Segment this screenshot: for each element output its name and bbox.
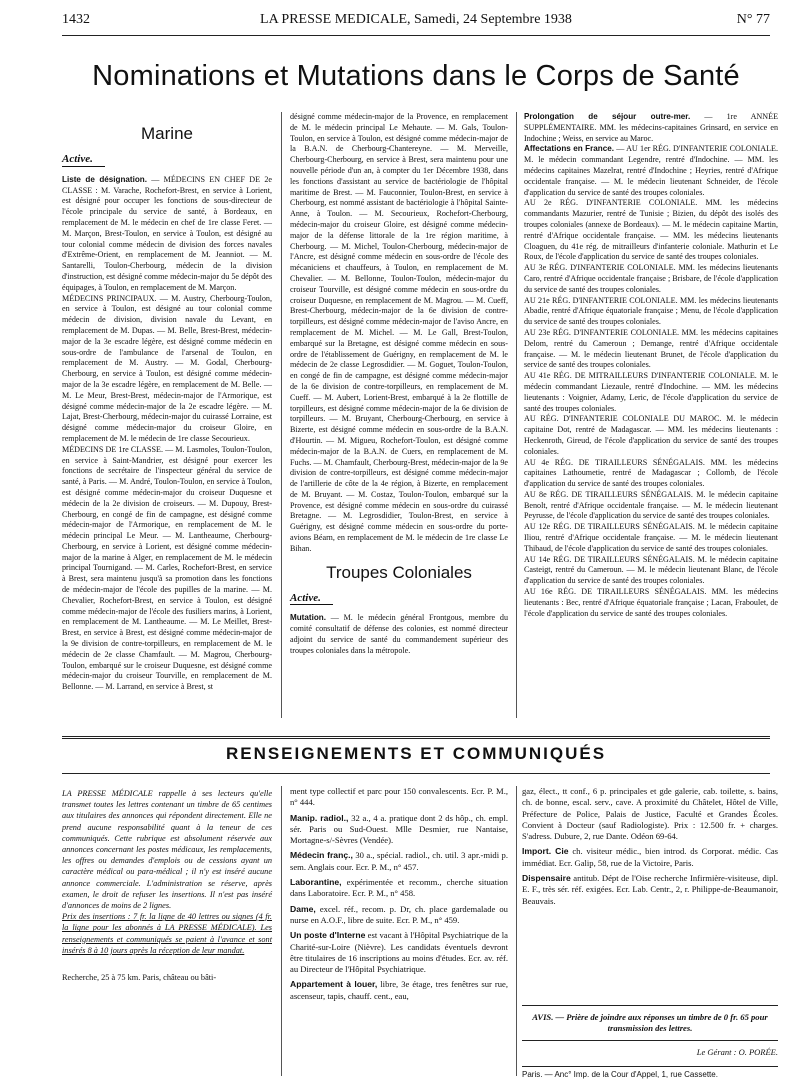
entry-text: AU 21e RÉG. D'INFANTERIE COLONIALE. MM. les médecins lieutenants Abadie, rentré d'Afrique équatoriale française ; Menu, de l'école d'application du service de santé des troupes coloniales. [524,295,778,327]
entry-text: AU 4e RÉG. DE TIRAILLEURS SÉNÉGALAIS. MM. les médecins capitaines Lathoumetie, rentré de Madagascar ; Collomb, de l'école d'application du service de santé des troupes coloniales. [524,457,778,489]
avis-notice: AVIS. — Prière de joindre aux réponses un timbre de 0 fr. 65 pour transmission des lettres. [522,1005,778,1041]
entry-text: AU 16e RÉG. DE TIRAILLEURS SÉNÉGALAIS. MM. les médecins lieutenants : Bec, rentré d'Afrique équatoriale française ; Lacan, Fraboulet, de l'école d'application du service de santé des troupes coloniales. [524,587,778,618]
entry-lead: Affectations en France. [524,144,614,154]
entry-text: AU 14e RÉG. DE TIRAILLEURS SÉNÉGALAIS. M. le médecin capitaine Casteigt, rentré du Cameroun. — M. le médecin lieutenant Blanc, de l'école d'application du service de santé des troupes coloniales. [524,554,778,586]
entry-lead: Médecin franç., [290,850,353,861]
entry-text: AU 41e RÉG. DE MITRAILLEURS D'INFANTERIE COLONIALE. M. le médecin commandant Liezaule, rentré d'Indochine. — MM. les médecins lieutenants : Voignier, Adamy, Leric, de l'école d'application du service de santé des troupes coloniales. [524,371,778,413]
entry-text: est vacant à l'Hôpital Psychiatrique de la Charité-sur-Loire (Nièvre). Les candidats éventuels devront être titulaires de 16 inscriptions au moins d'études. Ecr. av. réf. au Directeur de l'Hôpital Psychiatrique. [290,930,508,975]
entry-text: MÉDECINS PRINCIPAUX. — M. Austry, Cherbourg-Toulon, en service à Toulon, est désigné au tour colonial comme médecin de division, division navale du Levant, en remplacement de M. Dupas. — M. Belle, Brest-Brest, médecin-major de la 3e escadre légère, est désigné comme médecin en sous-ordre de l'ambulance de l'arsenal de Toulon, en remplacement de M. Austry. — M. Godal, Cherbourg-Cherbourg, en service à Toulon, est désigné comme médecin-major de la 3e escadre légère, en remplacement de M. Belle. — M. Le Meur, Brest-Brest, médecin-major de l'Armorique, est désigné comme médecin-major de la 2e escadre légère. — M. Lajat, Brest-Cherbourg, médecin-major du cuirassé Lorraine, est désigné comme médecin-major du croiseur Gloire, en remplacement de M. le médecin de 1re classe Secourieux. [62,293,272,443]
text-entry [524,296,778,328]
text-entry [290,877,508,900]
header-rule [62,35,770,36]
entry-text: antitub. Dépt de l'Oise recherche Infirmière-visiteuse, dipl. E. F., très sér. réf. exigées. Ecr. Lab. Centr., 2, r. Philippe-de-Beaumanoir, Beauvais. [522,873,778,906]
entry-lead: Dame, [290,903,316,914]
text-entry [522,873,778,907]
text-entry [524,371,778,414]
section-title-troupes: Troupes Coloniales [326,562,472,582]
text-entry [524,198,778,263]
text-entry [524,144,778,198]
text-entry [522,846,778,869]
active-label: Active. [62,154,105,167]
page-title: Nominations et Mutations dans le Corps de Santé [92,60,740,92]
troupes-entry [290,613,508,656]
notice-paragraph: LA PRESSE MÉDICALE rappelle à ses lecteurs qu'elle transmet toutes les lettres contenant un timbre de 65 centimes aux titulaires des annonces qui répondent directement. Elle ne prend aucune responsabilité quant à la teneur de ces communiqués. Cette rubrique est absolument réservée aux annonces concernant les postes médicaux, les remplacements, les offres ou demandes d'emplois ou de cessions ayant un caractère médical ou para-médical ; il n'y est inséré aucune annonce commerciale. L'administration se réserve, après examen, le droit de refuser les insertions. Il n'est pas inséré d'annonces de moins de 2 lignes. [62,789,272,911]
column-divider [516,112,517,718]
journal-line: LA PRESSE MEDICALE, Samedi, 24 Septembre 1938 [260,12,572,27]
ad-recherche: Recherche, 25 à 75 km. Paris, château ou bâti- [62,973,217,983]
troupes-column-3 [524,112,778,619]
entry-lead: Dispensaire [522,873,571,884]
page-number: 1432 [62,12,90,27]
entry-text: AU 3e RÉG. D'INFANTERIE COLONIALE. MM. les médecins lieutenants Caro, rentré d'Afrique occidentale française ; Brisbare, de l'école d'application du service de santé des troupes coloniales. [524,263,778,294]
text-entry [524,522,778,554]
entry-text: AU 2e RÉG. D'INFANTERIE COLONIALE. MM. les médecins commandants Mazurier, rentré de Tunisie ; Bizien, du dépôt des isolés des troupes coloniales (annexe de Bordeaux). — M. le médecin capitaine Martin, rentré d'Afrique occidentale française. — MM. les médecins lieutenants Cloaguen, du 41e rég. de mitrailleurs d'infanterie coloniale. Mathurin et Le Roux, de l'école d'application du service de santé des troupes coloniales. [524,198,778,262]
entry-text: ment type collectif et parc pour 150 convalescents. Ecr. P. M., n° 444. [290,786,508,808]
text-entry [524,587,778,619]
entry-text: excel. réf., recom. p. Dr, ch. place gardemalade ou nurse en A.O.F., libre de suite. Ecr. P. M., n° 459. [290,903,508,925]
entry-lead: Liste de désignation. [62,174,147,184]
entry-lead: Appartement à louer, [290,979,378,990]
marine-continued-text: désigné comme médecin-major de la Provence, en remplacement de M. le médecin principal Le Mehaute. — M. Gals, Toulon-Toulon, en service à Toulon, est désigné comme médecin-major de la B.A.N. de Cherbourg-Chantereyne. — M. Merveille, Cherbourg-Cherbourg, en service à Brest, sera maintenu pour une nouvelle période d'un an, à compter du 1er Décembre 1938, dans les fonctions d'assistant au service de bactériologie de l'hôpital maritime de Brest. — M. Fauconnier, Toulon-Brest, en service à Cherbourg, est nommé assistant de bactériologie à l'hôpital Sainte-Anne, à Toulon. — M. Secourieux, Rochefort-Cherbourg, médecin-major du croiseur Gloire, est désigné comme médecin-major de la défense littorale de la 1re région maritime, à Cherbourg. — M. Michel, Toulon-Cherbourg, médecin-major de l'Ancre, est désigné comme médecin en sous-ordre de l'école des mécaniciens et chauffeurs, à Toulon, en remplacement de M. Chevalier. — M. Bellonne, Toulon-Toulon, médecin-major du croiseur Tourville, est désigné comme médecin en sous-ordre du croiseur Duquesne, en remplacement de M. Magrou. — M. Cueff, Brest-Cherbourg, médecin-major de la 6e division de contre-torpilleurs, est désigné comme médecin-major de l'aviso Ancre, en remplacement de M. Michel. — M. Le Gall, Brest-Toulon, embarqué sur la Bretagne, est désigné comme médecin en sous-ordre de l'établissement de Guérigny, en remplacement de M. le médecin de 2e classe Legrosdidier. — M. Goguet, Toulon-Toulon, en congé de fin de campagne, est désigné comme médecin-major de la 6e division de contre-torpilleurs, en remplacement de M. Cueff. — M. Aubert, Lorient-Brest, embarqué à la 2e flottille de torpilleurs, est désigné comme médecin-major de la 6e division de torpilleurs. — M. Bruyant, Cherbourg-Cherbourg, en service à Bizerte, est désigné comme médecin en sous-ordre de la B.A.N. d'Hourtin. — M. Migueu, Rochefort-Toulon, est désigné comme médecin-major de la B.A.N. de Cuers, en remplacement de M. Fuchs. — M. Chamfault, Cherbourg-Brest, médecin-major de la 9e division de contre-torpilleurs, est désigné comme médecin-major de l'artillerie de côte de la 4e région, à Bizerte, en remplacement de M. Bruyant. — M. Costaz, Toulon-Toulon, embarqué sur la Provence, est désigné comme médecin en sous-ordre du cuirassé Bretagne. — M. Legrosdidier, Toulon-Brest, en service à Guérigny, est désigné comme médecin en sous-ordre du porte-avions Béarn, en remplacement de M. le médecin de 1re classe Le Bihan. [290,112,508,553]
entry-text: 30 a., spécial. radiol., ch. util. 3 apr.-midi p. sem. Anglais cour. Ecr. P. M., n° 457. [290,850,509,872]
text-entry [524,414,778,457]
section-title-renseignements: RENSEIGNEMENTS ET COMMUNIQUÉS [225,744,607,763]
printer-line: Paris. — Anc° Imp. de la Cour d'Appel, 1, rue Cassette. [522,1066,778,1079]
text-entry [522,786,778,842]
entry-text: gaz, élect., tt conf., 6 p. principales et gde galerie, cab. toilette, s. bains, ch. de bonne, escal. serv., cave. A proximité du Châtelet, Hôtel de Ville, Préfecture de Police, Palais de Justice, Faculté et Grandes Écoles. Convient à Docteur (sauf Radiologiste). Prix : 12.500 fr. + charges. S'adress. Dubure, 2, rue Dante. Odéon 69-64. [522,786,778,842]
text-entry [62,445,272,693]
entry-text: AU 23e RÉG. D'INFANTERIE COLONIALE. MM. les médecins capitaines Delom, rentré du Cameroun ; Demange, rentré d'Afrique occidentale française. — M. le médecin lieutenant Brunet, de l'école d'application du service de santé des troupes coloniales. [524,327,778,370]
text-entry [524,458,778,490]
marine-entries [62,175,272,693]
entry-text: AU RÉG. D'INFANTERIE COLONIALE DU MAROC. M. le médecin capitaine Dot, rentré de Madagascar. — MM. les médecins lieutenants : Heckenroth, Gireud, de l'école d'application du service de santé des troupes coloniales. [524,414,778,456]
text-entry [290,786,508,809]
entry-lead: Import. Cie [522,846,569,857]
active-label: Active. [290,593,333,606]
entry-text: libre, 3e étage, tres fenêtres sur rue, ascenseur, tapis, chauff. cent., eau, [290,979,509,1001]
entry-text: AU 12e RÉG. DE TIRAILLEURS SÉNÉGALAIS. M. le médecin capitaine Iliou, rentré d'Afrique occidentale française. — M. le médecin lieutenant Thibaud, de l'école d'application du service de santé des troupes coloniales. [524,522,778,553]
entry-text: — AU 1er RÉG. D'INFANTERIE COLONIALE. M. le médecin commandant Legendre, rentré d'Indochine. — MM. les médecins capitaines Mazelrat, rentré d'Indochine ; Heyries, rentré d'Afrique occidentale française. — M. le médecin lieutenant Schneider, de l'école d'application du service de santé des troupes coloniales. [524,144,778,197]
text-entry [524,263,778,295]
entry-lead: Manip. radiol., [290,812,349,823]
column-divider [281,786,282,1076]
column-divider [281,112,282,718]
text-entry [524,555,778,587]
text-entry [62,294,272,445]
notice-prices: Prix des insertions : 7 fr. la ligne de 40 lettres ou signes (4 fr. la ligne pour les abonnés à LA PRESSE MÉDICALE). Les renseignements et communiqués se paient à l'avance et sont insérés 8 à 10 jours après la réception de leur mandat. [62,912,272,955]
text-entry [290,904,508,927]
gerant-line: Le Gérant : O. PORÉE. [696,1047,778,1057]
entry-text: — M. le médecin général Frontgous, membre du comité consultatif de défense des colonies, est nommé directeur adjoint du service de santé du commandement supérieur des troupes coloniales dans la métropole. [290,613,509,655]
text-entry [62,175,272,294]
entry-text: 32 a., 4 a. pratique dont 2 ds hôp., ch. empl. sér. Paris ou Sud-Ouest. Mlle Desmier, rue Nantaise, Mortagne-s/-Sèvres (Vendée). [290,812,508,846]
text-entry [524,490,778,522]
text-entry [290,930,508,975]
classified-ads-column-3 [522,786,778,911]
marine-column-2 [290,112,508,657]
entry-lead: Laborantine, [290,877,342,888]
entry-lead: Prolongation de séjour outre-mer. [524,112,691,121]
text-entry [290,979,508,1002]
entry-lead: Mutation. [290,613,326,623]
entry-lead: Un poste d'Interne [290,930,366,941]
text-entry [290,850,508,873]
text-entry [290,813,508,847]
entry-text: ch. visiteur médic., bien introd. ds Corporat. médic. Cas immédiat. Ecr. Galip, 58, rue de la Victoire, Paris. [522,846,778,868]
entry-text: — 1re ANNÉE SUPPLÉMENTAIRE. MM. les médecins-capitaines Grinsard, en service en Indochine ; Weiss, en service au Maroc. [524,112,779,143]
page-header [62,12,770,30]
column-divider [516,786,517,1076]
marine-column-1 [62,118,272,693]
section-title-marine: Marine [141,124,193,143]
issue-number: N° 77 [736,12,770,27]
text-entry [524,328,778,371]
classified-ads-column-2 [290,786,508,1006]
entry-text: AU 8e RÉG. DE TIRAILLEURS SÉNÉGALAIS. M. le médecin capitaine Benolt, rentré d'Afrique occidentale française. — M. le médecin lieutenant Peyrusse, de l'école d'application du service de santé des troupes coloniales. [524,489,778,521]
entry-text: expérimentée et recomm., cherche situation dans Laboratoire. Ecr. P. M., n° 458. [290,877,508,899]
entry-text: MÉDECINS DE 1re CLASSE. — M. Lasmoles, Toulon-Toulon, en service à Saint-Mandrier, est désigné pour exercer les fonctions de secrétaire de l'inspecteur général du service de santé, à Paris. — M. André, Toulon-Toulon, en service à Toulon, est désigné comme médecin-major du croiseur Duquesne et médecin de la 2e division de croiseurs. — M. Dupouy, Brest-Cherbourg, en congé de fin de campagne, est désigné comme médecin-major de l'Armorique, en remplacement de M. le médecin principal Le Meur. — M. Lantheaume, Cherbourg-Cherbourg, en service à Lorient, est désigné comme médecin-major de la marine à Alger, en remplacement de M. le médecin principal Tournigand. — M. Carles, Rochefort-Brest, en service à Brest, sera maintenu jusqu'à sa promotion dans les fonctions de médecin-major de l'école des pupilles de la marine. — M. Chevalier, Rochefort-Brest, en service à Toulon, est désigné comme médecin-major de l'école des fusiliers marins, à Lorient, en remplacement de M. Lantheaume. — M. Le Meillet, Brest-Brest, en service à Brest, est désigné comme médecin-major de la 9e division de contre-torpilleurs, en remplacement de M. le médecin de 2e classe Chamfault. — M. Magrou, Cherbourg-Toulon, embarqué sur le croiseur Duquesne, est désigné comme médecin-major du croiseur Tourville, en remplacement de M. Bellonne. — M. Larrand, en service à Brest, st [62,444,272,692]
entry-text: — MÉDECINS EN CHEF DE 2e CLASSE : M. Varache, Rochefort-Brest, en service à Lorient, est désigné pour occuper les fonctions de sous-directeur de l'école principale du service de santé, à Bordeaux, en remplacement de M. le médecin en chef de 1re classe Feret. — M. Marçon, Brest-Toulon, en service à Toulon, est désigné au tour colonial comme médecin de division des forces navales d'Extrême-Orient, en remplacement de M. Jeanniot. — M. Santarelli, Toulon-Cherbourg, médecin de la division d'instruction, est désigné comme médecin-major du 5e dépôt des équipages, à Toulon, en remplacement de M. Marçon. [62,174,272,292]
text-entry [524,112,778,144]
publisher-notice [62,788,272,983]
